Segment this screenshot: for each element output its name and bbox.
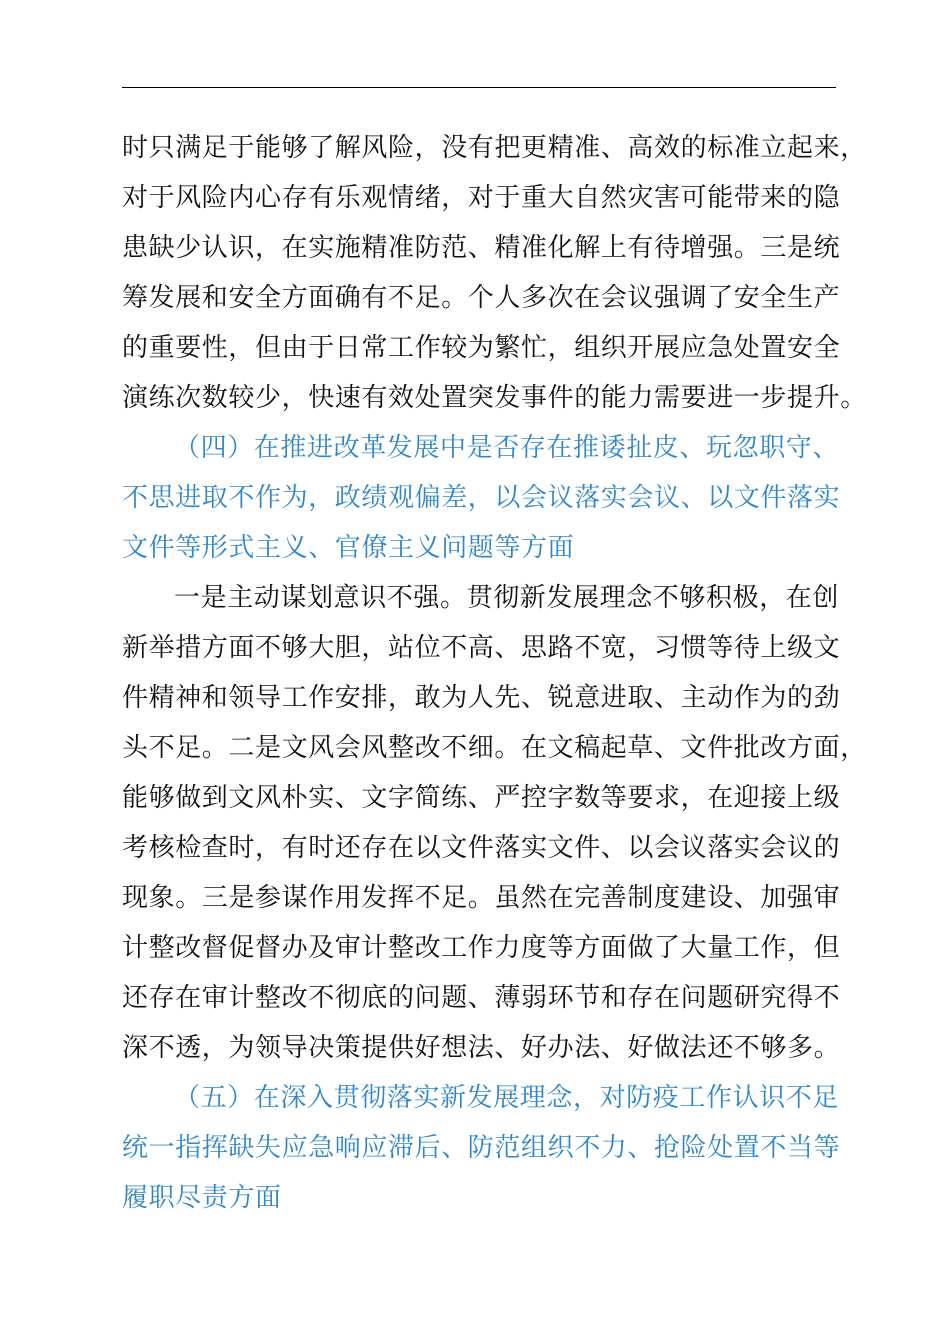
- paragraph-line: 一是主动谋划意识不强。贯彻新发展理念不够积极，在创: [174, 583, 840, 613]
- paragraph-line: 现象。三是参谋作用发挥不足。虽然在完善制度建设、加强审: [122, 883, 841, 913]
- paragraph-line: 筹发展和安全方面确有不足。个人多次在会议强调了安全生产: [122, 283, 841, 313]
- paragraph-line: 对于风险内心存有乐观情绪，对于重大自然灾害可能带来的隐: [122, 183, 841, 213]
- section-heading-line: 不思进取不作为，政绩观偏差，以会议落实会议、以文件落实: [122, 483, 841, 513]
- paragraph-line: 时只满足于能够了解风险，没有把更精准、高效的标准立起来，: [122, 133, 867, 163]
- paragraph-line: 件精神和领导工作安排，敢为人先、锐意进取、主动作为的劲: [122, 683, 841, 713]
- paragraph-line: 头不足。二是文风会风整改不细。在文稿起草、文件批改方面，: [122, 733, 867, 763]
- section-heading-line: （五）在深入贯彻落实新发展理念，对防疫工作认识不足: [174, 1083, 840, 1113]
- paragraph-line: 还存在审计整改不彻底的问题、薄弱环节和存在问题研究得不: [122, 983, 841, 1013]
- paragraph-line: 深不透，为领导决策提供好想法、好办法、好做法还不够多。: [122, 1033, 841, 1063]
- paragraph-line: 考核检查时，有时还存在以文件落实文件、以会议落实会议的: [122, 833, 841, 863]
- section-heading-line: 统一指挥缺失应急响应滞后、防范组织不力、抢险处置不当等: [122, 1133, 841, 1163]
- paragraph-line: 的重要性，但由于日常工作较为繁忙，组织开展应急处置安全: [122, 333, 841, 363]
- section-heading-line: （四）在推进改革发展中是否存在推诿扯皮、玩忽职守、: [174, 433, 840, 463]
- paragraph-line: 患缺少认识，在实施精准防范、精准化解上有待增强。三是统: [122, 233, 841, 263]
- paragraph-line: 演练次数较少，快速有效处置突发事件的能力需要进一步提升。: [122, 383, 867, 413]
- section-heading-line: 文件等形式主义、官僚主义问题等方面: [122, 533, 575, 563]
- section-heading-line: 履职尽责方面: [122, 1183, 282, 1213]
- paragraph-line: 计整改督促督办及审计整改工作力度等方面做了大量工作，但: [122, 933, 841, 963]
- header-rule: [122, 87, 836, 88]
- paragraph-line: 能够做到文风朴实、文字简练、严控字数等要求，在迎接上级: [122, 783, 841, 813]
- document-body: [122, 123, 867, 1223]
- paragraph-line: 新举措方面不够大胆，站位不高、思路不宽，习惯等待上级文: [122, 633, 841, 663]
